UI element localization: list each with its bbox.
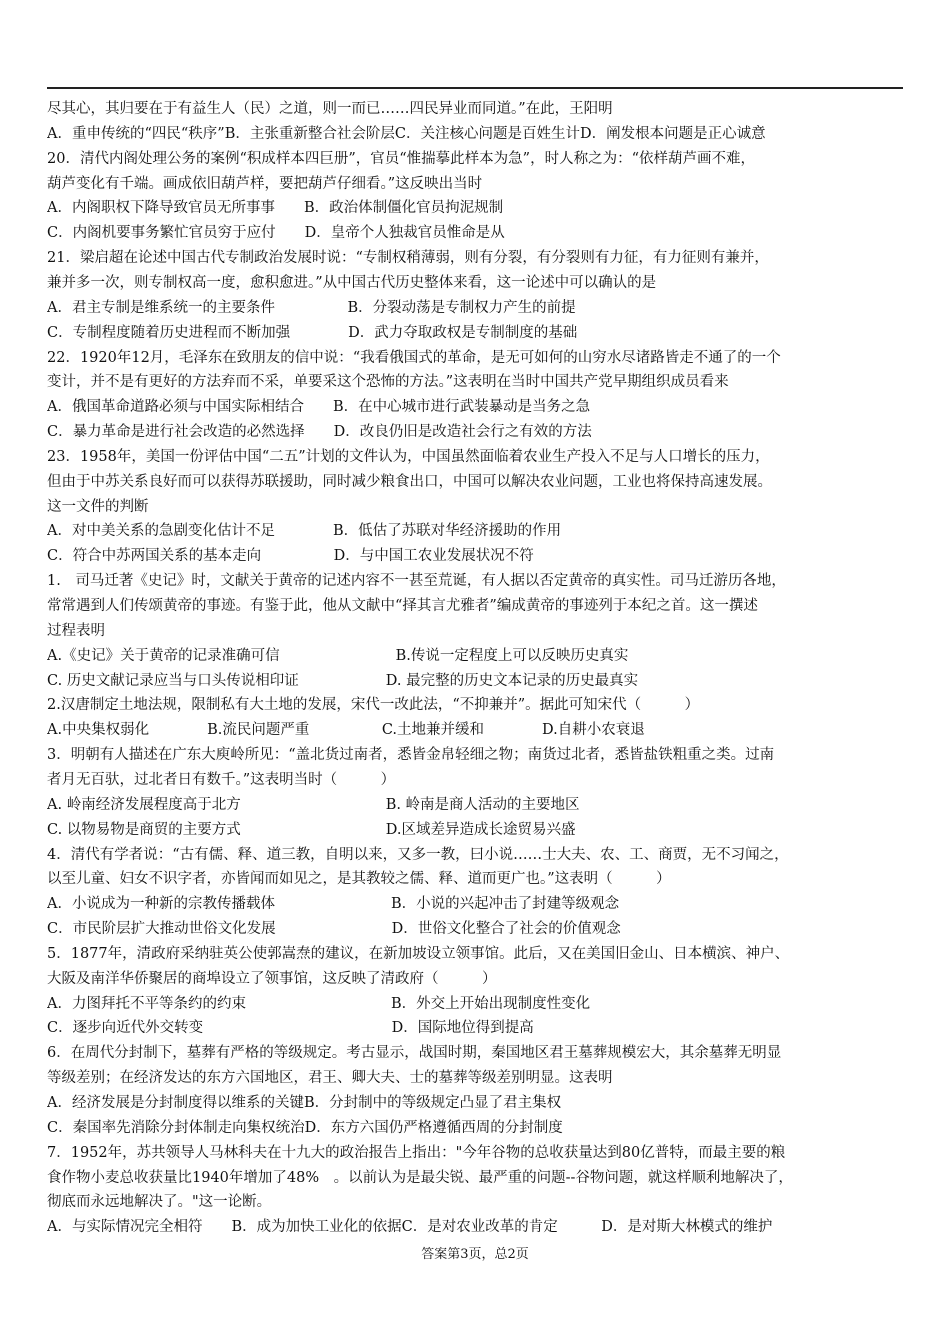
text-line: A.中央集权弱化 B.流民问题严重 C.土地兼并缓和 D.自耕小农衰退: [47, 722, 645, 739]
text-line: A．君主专制是维系统一的主要条件 B．分裂动荡是专制权力产生的前提: [47, 299, 576, 316]
text-line: 3．明朝有人描述在广东大庾岭所见：“盖北货过南者，悉皆金帛轻细之物；南货过北者，悉皆盐铁粗重之类。过南: [47, 747, 775, 764]
text-line: A．经济发展是分封制度得以维系的关键B．分封制中的等级规定凸显了君主集权: [47, 1095, 562, 1111]
text-line: 者月无百驮，过北者日有数千。”这表明当时（ ）: [47, 771, 396, 788]
text-line: A．内阁职权下降导致官员无所事事 B．政治体制僵化官员拘泥规制: [47, 200, 504, 217]
text-line: 尽其心，其归要在于有益生人（民）之道，则一而已……四民异业而同道。”在此，王阳明: [47, 101, 613, 117]
text-line: 这一文件的判断: [47, 498, 149, 515]
text-line: 7．1952年，苏共领导人马林科夫在十九大的政治报告上指出："今年谷物的总收获量达到80亿普特，而最主要的粮: [47, 1144, 786, 1161]
text-line: 2.汉唐制定土地法规，限制私有大土地的发展，宋代一改此法，“不抑兼并”。据此可知宋代（ ）: [47, 697, 700, 714]
text-line: 21．梁启超在论述中国古代专制政治发展时说：“专制权稍薄弱，则有分裂，有分裂则有力征，有力征则有兼并，: [47, 250, 769, 267]
text-line: 食作物小麦总收获量比1940年增加了48% 。以前认为是最尖锐、最严重的问题--谷物问题，就这样顺利地解决了，: [47, 1169, 793, 1186]
text-line: C．符合中苏两国关系的基本走向 D．与中国工农业发展状况不符: [47, 548, 534, 565]
text-line: 葫芦变化有千端。画成依旧葫芦样，要把葫芦仔细看。”这反映出当时: [47, 175, 483, 192]
text-line: A．对中美关系的急剧变化估计不足 B．低估了苏联对华经济援助的作用: [47, 523, 562, 540]
text-line: C．秦国率先消除分封体制走向集权统治D．东方六国仍严格遵循西周的分封制度: [47, 1119, 563, 1136]
text-line: 20．清代内阁处理公务的案例“积成样本四巨册”，官员“惟揣摹此样本为急”，时人称之为：“依样葫芦画不难，: [47, 150, 756, 167]
text-line: A．重申传统的“四民“秩序”B．主张重新整合社会阶层C．关注核心问题是百姓生计D．阐发根本问题是正心诚意: [47, 125, 766, 142]
text-line: 6．在周代分封制下，墓葬有严格的等级规定。考古显示，战国时期，秦国地区君王墓葬规模宏大，其余墓葬无明显: [47, 1045, 782, 1062]
text-line: 但由于中苏关系良好而可以获得苏联援助，同时减少粮食出口，中国可以解决农业问题，工业也将保持高速发展。: [47, 473, 772, 490]
text-line: 变计，并不是有更好的方法弃而不采，单要采这个恐怖的方法。”这表明在当时中国共产党早期组织成员看来: [47, 374, 729, 391]
text-line: 5．1877年，清政府采纳驻英公使郭嵩焘的建议，在新加坡设立领事馆。此后，又在美国旧金山、日本横滨、神户、: [47, 945, 790, 962]
text-line: A．力图拜托不平等条约的约束 B．外交上开始出现制度性变化: [47, 995, 591, 1012]
text-line: 兼并多一次，则专制权高一度，愈积愈进。”从中国古代历史整体来看，这一论述中可以确认的是: [47, 274, 657, 291]
header-rule: [47, 87, 903, 89]
text-line: C．内阁机要事务繁忙官员穷于应付 D．皇帝个人独裁官员惟命是从: [47, 225, 505, 242]
text-line: 23．1958年，美国一份评估中国“二五”计划的文件认为，中国虽然面临着农业生产投入不足与人口增长的压力，: [47, 448, 770, 465]
text-line: 常常遇到人们传颂黄帝的事迹。有鉴于此，他从文献中“择其言尤雅者”编成黄帝的事迹列于本纪之首。这一撰述: [47, 598, 758, 614]
text-line: C．市民阶层扩大推动世俗文化发展 D．世俗文化整合了社会的价值观念: [47, 921, 621, 938]
text-line: C. 历史文献记录应当与口头传说相印证 D. 最完整的历史文本记录的历史最真实: [47, 672, 639, 689]
text-line: 彻底而永远地解决了。"这一论断。: [47, 1194, 272, 1211]
text-line: 22．1920年12月，毛泽东在致朋友的信中说：“我看俄国式的革命，是无可如何的山穷水尽诸路皆走不通了的一个: [47, 349, 781, 366]
text-line: A．小说成为一种新的宗教传播载体 B．小说的兴起冲击了封建等级观念: [47, 896, 620, 913]
text-line: 等级差别；在经济发达的东方六国地区，君王、卿大夫、士的墓葬等级差别明显。这表明: [47, 1070, 613, 1087]
text-line: 以至儿童、妇女不识字者，亦皆闻而如见之，是其教较之儒、释、道而更广也。”这表明（ ）: [47, 871, 671, 888]
text-line: A.《史记》关于黄帝的记录准确可信 B.传说一定程度上可以反映历史真实: [47, 647, 629, 664]
text-line: A．俄国革命道路必须与中国实际相结合 B．在中心城市进行武装暴动是当务之急: [47, 399, 591, 416]
text-line: 过程表明: [47, 622, 105, 639]
text-line: 1. 司马迁著《史记》时，文献关于黄帝的记述内容不一甚至荒诞，有人据以否定黄帝的真实性。司马迁游历各地，: [47, 573, 786, 590]
page-footer: 答案第3页，总2页: [421, 1247, 529, 1262]
text-line: C．专制程度随着历史进程而不断加强 D．武力夺取政权是专制制度的基础: [47, 324, 578, 341]
text-line: 大阪及南洋华侨聚居的商埠设立了领事馆，这反映了清政府（ ）: [47, 970, 497, 987]
text-line: A. 岭南经济发展程度高于北方 B. 岭南是商人活动的主要地区: [47, 796, 580, 813]
text-line: C．逐步向近代外交转变 D．国际地位得到提高: [47, 1020, 534, 1037]
text-line: A．与实际情况完全相符 B．成为加快工业化的依据C．是对农业改革的肯定 D．是对斯大林模式的维护: [47, 1219, 773, 1236]
text-line: C. 以物易物是商贸的主要方式 D.区域差异造成长途贸易兴盛: [47, 821, 576, 838]
text-line: 4．清代有学者说：“古有儒、释、道三教，自明以来，又多一教，曰小说……士大夫、农、工、商贾，无不习闻之，: [47, 846, 789, 863]
text-line: C．暴力革命是进行社会改造的必然选择 D．改良仍旧是改造社会行之有效的方法: [47, 424, 592, 441]
